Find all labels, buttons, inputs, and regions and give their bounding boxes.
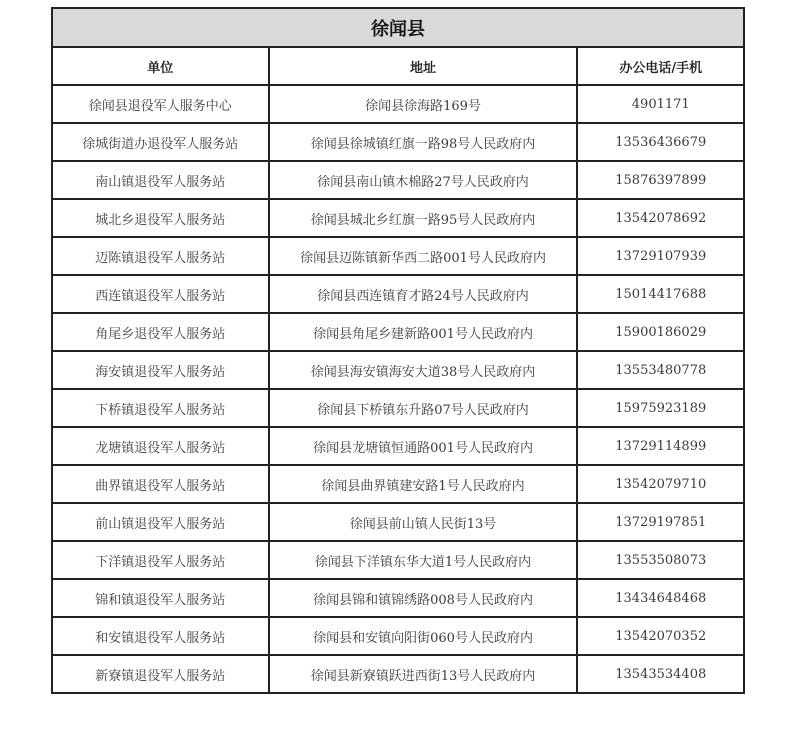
title-row <box>52 8 744 47</box>
table-row <box>52 541 744 579</box>
phone-cell: 13542078692 <box>577 199 744 237</box>
address-cell: 徐闻县和安镇向阳街060号人民政府内 <box>269 617 578 655</box>
address-cell: 徐闻县新寮镇跃进西街13号人民政府内 <box>269 655 578 693</box>
phone-cell: 13729107939 <box>577 237 744 275</box>
table-row <box>52 579 744 617</box>
phone-cell: 13553508073 <box>577 541 744 579</box>
address-cell: 徐闻县西连镇育才路24号人民政府内 <box>269 275 578 313</box>
unit-cell: 城北乡退役军人服务站 <box>52 199 269 237</box>
phone-cell: 13729114899 <box>577 427 744 465</box>
table-body <box>52 85 744 693</box>
unit-cell: 迈陈镇退役军人服务站 <box>52 237 269 275</box>
phone-cell: 13553480778 <box>577 351 744 389</box>
address-cell: 徐闻县海安镇海安大道38号人民政府内 <box>269 351 578 389</box>
unit-cell: 和安镇退役军人服务站 <box>52 617 269 655</box>
column-header-unit: 单位 <box>52 47 269 85</box>
address-cell: 徐闻县迈陈镇新华西二路001号人民政府内 <box>269 237 578 275</box>
unit-cell: 新寮镇退役军人服务站 <box>52 655 269 693</box>
unit-cell: 锦和镇退役军人服务站 <box>52 579 269 617</box>
address-cell: 徐闻县南山镇木棉路27号人民政府内 <box>269 161 578 199</box>
table-row <box>52 199 744 237</box>
unit-cell: 海安镇退役军人服务站 <box>52 351 269 389</box>
phone-cell: 15876397899 <box>577 161 744 199</box>
table-row <box>52 389 744 427</box>
address-cell: 徐闻县角尾乡建新路001号人民政府内 <box>269 313 578 351</box>
table-row <box>52 275 744 313</box>
table-row <box>52 161 744 199</box>
unit-cell: 下桥镇退役军人服务站 <box>52 389 269 427</box>
header-row <box>52 47 744 85</box>
phone-cell: 15975923189 <box>577 389 744 427</box>
table-row <box>52 313 744 351</box>
phone-cell: 13542070352 <box>577 617 744 655</box>
address-cell: 徐闻县徐城镇红旗一路98号人民政府内 <box>269 123 578 161</box>
table-row <box>52 503 744 541</box>
address-cell: 徐闻县下洋镇东华大道1号人民政府内 <box>269 541 578 579</box>
unit-cell: 前山镇退役军人服务站 <box>52 503 269 541</box>
column-header-phone: 办公电话/手机 <box>577 47 744 85</box>
service-station-table <box>51 7 745 694</box>
unit-cell: 徐城街道办退役军人服务站 <box>52 123 269 161</box>
phone-cell: 13729197851 <box>577 503 744 541</box>
phone-cell: 15900186029 <box>577 313 744 351</box>
table-row <box>52 85 744 123</box>
phone-cell: 13434648468 <box>577 579 744 617</box>
phone-cell: 13543534408 <box>577 655 744 693</box>
unit-cell: 龙塘镇退役军人服务站 <box>52 427 269 465</box>
address-cell: 徐闻县城北乡红旗一路95号人民政府内 <box>269 199 578 237</box>
unit-cell: 西连镇退役军人服务站 <box>52 275 269 313</box>
unit-cell: 曲界镇退役军人服务站 <box>52 465 269 503</box>
unit-cell: 徐闻县退役军人服务中心 <box>52 85 269 123</box>
phone-cell: 13542079710 <box>577 465 744 503</box>
column-header-address: 地址 <box>269 47 578 85</box>
table-row <box>52 237 744 275</box>
unit-cell: 南山镇退役军人服务站 <box>52 161 269 199</box>
address-cell: 徐闻县锦和镇锦绣路008号人民政府内 <box>269 579 578 617</box>
table-row <box>52 427 744 465</box>
address-cell: 徐闻县前山镇人民街13号 <box>269 503 578 541</box>
table-row <box>52 617 744 655</box>
phone-cell: 15014417688 <box>577 275 744 313</box>
unit-cell: 下洋镇退役军人服务站 <box>52 541 269 579</box>
unit-cell: 角尾乡退役军人服务站 <box>52 313 269 351</box>
address-cell: 徐闻县徐海路169号 <box>269 85 578 123</box>
table-title: 徐闻县 <box>52 8 744 47</box>
address-cell: 徐闻县下桥镇东升路07号人民政府内 <box>269 389 578 427</box>
table-row <box>52 655 744 693</box>
address-cell: 徐闻县龙塘镇恒通路001号人民政府内 <box>269 427 578 465</box>
address-cell: 徐闻县曲界镇建安路1号人民政府内 <box>269 465 578 503</box>
phone-cell: 4901171 <box>577 85 744 123</box>
phone-cell: 13536436679 <box>577 123 744 161</box>
table-row <box>52 123 744 161</box>
table-row <box>52 465 744 503</box>
table-row <box>52 351 744 389</box>
